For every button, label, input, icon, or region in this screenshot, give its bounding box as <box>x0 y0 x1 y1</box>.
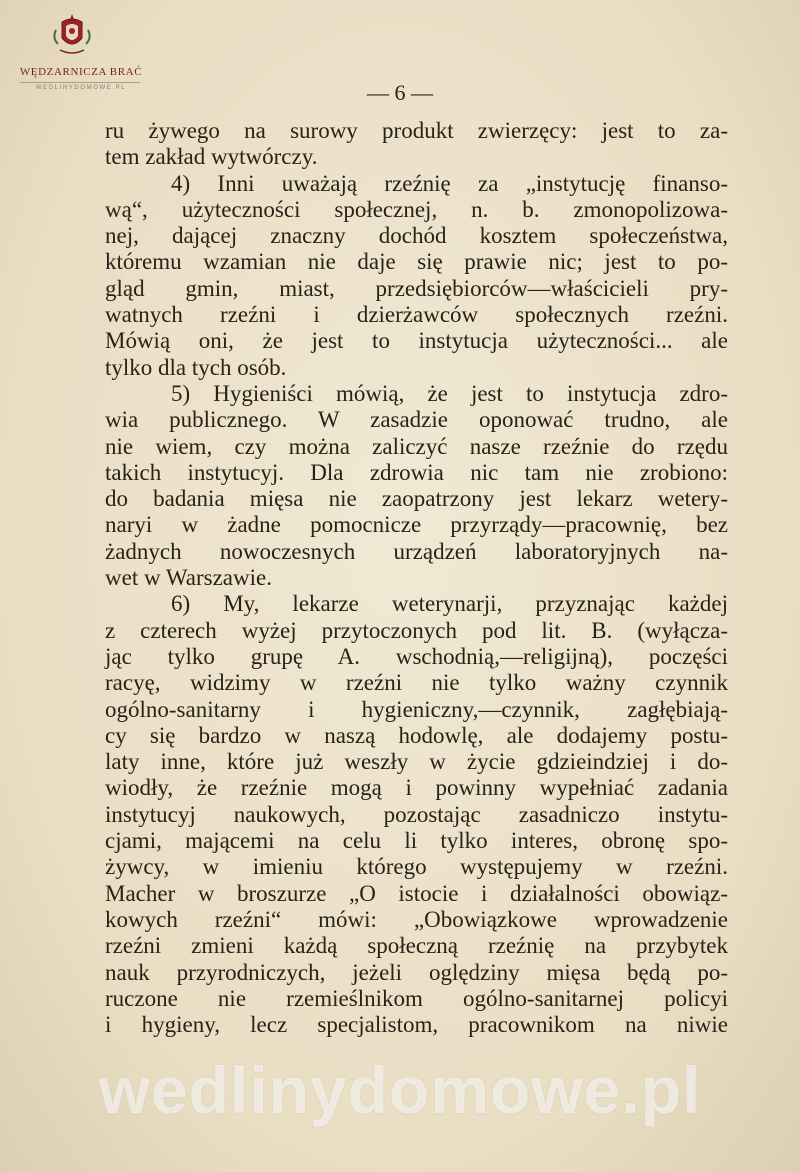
text-line: do badania mięsa nie zaopatrzony jest lekarz wetery- <box>105 486 728 512</box>
text-line: 6) My, lekarze weterynarji, przyznając każdej <box>171 591 728 617</box>
text-line: Macher w broszurze „O istocie i działalności obowiąz- <box>105 880 728 906</box>
text-line: instytucyj naukowych, pozostając zasadniczo instytu- <box>105 801 728 827</box>
text-line: cy się bardzo w naszą hodowlę, ale dodajemy postu- <box>105 722 728 748</box>
text-line: nauk przyrodniczych, jeżeli oględziny mięsa będą po- <box>105 959 728 985</box>
text-line: racyę, widzimy w rzeźni nie tylko ważny czynnik <box>105 670 728 696</box>
text-line: ru żywego na surowy produkt zwierzęcy: jest to za- <box>105 118 728 143</box>
text-line: Mówią oni, że jest to instytucja użyteczności... ale <box>105 328 728 354</box>
text-line: naryi w żadne pomocnicze przyrządy—pracownię, bez <box>105 512 728 538</box>
text-line: kowych rzeźni“ mówi: „Obowiązkowe wprowadzenie <box>105 906 728 932</box>
crest-icon <box>50 12 94 58</box>
text-line: wiodły, że rzeźnie mogą i powinny wypełniać zadania <box>105 775 728 801</box>
text-line: nie wiem, czy można zaliczyć nasze rzeźnie do rzędu <box>105 433 728 459</box>
text-line: żadnych nowoczesnych urządzeń laboratoryjnych na- <box>105 538 728 564</box>
text-line: któremu wzamian nie daje się prawie nic; jest to po- <box>105 249 728 275</box>
text-line: rzeźni zmieni każdą społeczną rzeźnię na przybytek <box>105 933 728 959</box>
body-text <box>105 118 728 1038</box>
text-line: z czterech wyżej przytoczonych pod lit. B. (wyłącza- <box>105 617 728 643</box>
text-line: tylko dla tych osób. <box>105 354 287 380</box>
logo-title: WĘDZARNICZA BRAĆ <box>19 66 143 78</box>
text-line: cjami, mającemi na celu li tylko interes, obronę spo- <box>105 828 728 854</box>
text-line: laty inne, które już weszły w życie gdzieindziej i do- <box>105 749 728 775</box>
text-line: takich instytucyj. Dla zdrowia nic tam nie zrobiono: <box>105 459 728 485</box>
text-line: i hygieny, lecz specjalistom, pracownikom na niwie <box>105 1012 728 1038</box>
logo-subtitle: WEDLINYDOMOWE.PL <box>35 85 127 91</box>
text-line: tem zakład wytwórczy. <box>105 144 318 170</box>
text-line: ogólno-sanitarny i hygieniczny,—czynnik, zagłębiają- <box>105 696 728 722</box>
page-number: — 6 — <box>367 80 433 105</box>
text-line: wet w Warszawie. <box>105 565 272 591</box>
text-line: 5) Hygieniści mówią, że jest to instytucja zdro- <box>171 380 728 406</box>
text-line: wia publicznego. W zasadzie oponować trudno, ale <box>105 407 728 433</box>
text-line: ruczone nie rzemieślnikom ogólno-sanitarnej policyi <box>105 985 728 1011</box>
text-line: watnych rzeźni i dzierżawców społecznych rzeźni. <box>105 302 728 328</box>
text-line: gląd gmin, miast, przedsiębiorców—właścicieli pry- <box>105 275 728 301</box>
text-line: wą“, użyteczności społecznej, n. b. zmonopolizowa- <box>105 196 728 222</box>
watermark: wedlinydomowe.pl <box>98 1053 702 1127</box>
text-line: jąc tylko grupę A. wschodnią,—religijną), poczęści <box>105 643 728 669</box>
text-line: żywcy, w imieniu którego występujemy w rzeźni. <box>105 854 728 880</box>
text-line: nej, dającej znaczny dochód kosztem społeczeństwa, <box>105 223 728 249</box>
text-line: 4) Inni uważają rzeźnię za „instytucję finanso- <box>171 170 728 196</box>
